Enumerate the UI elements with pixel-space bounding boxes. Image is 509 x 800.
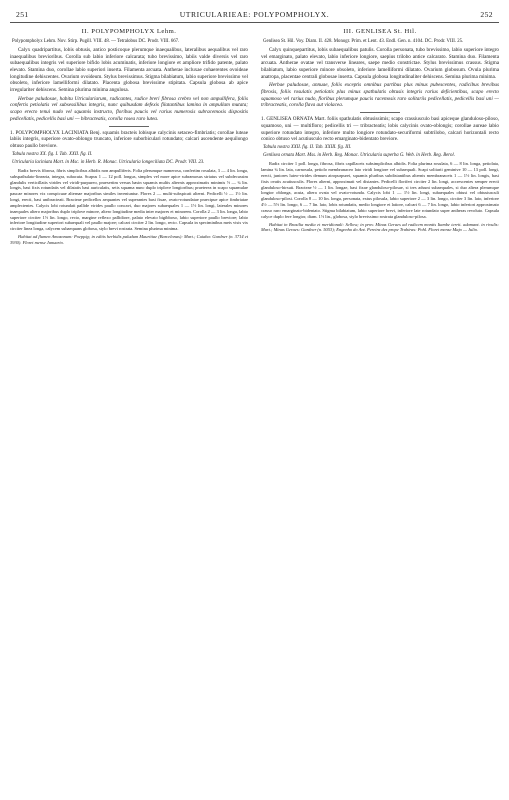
species-detail: Radix circiter 1 poll. longa, fibrosa, fibris capillaceis subsimplicibus albidis. Folia plurima rosulata, 6 — 8 lin. longa, petiolata, lamina ¾ lin. lata, carnosula, petiolo membranaceo lato viridi longiore vel subaequali. Scapi solitarii geminive 10 — 13 poll. longi, erecti, juniores luteo-virides demum atropurpurei, squamis pluribus subdistantibus alternis membranaceis 1 — 1½ lin. longis, basi fixis ovatis acutiusculis. Flores alterni, approximati vel distantes. Pedicelli floriferi circiter 2 lin. longi, accrescentes semper erecti glanduloso-hirsuti. Bracteae ½ — 1 lin. longae, basi fixae glanduloso-pilosae, si tres adsunt subaequales, si duo altera plerumque longior oblonga, acuta, altera ovata vel ovato-rotunda. Calycis lobi 1 — 1½ lin. longi, subaequales obtusi vel obtusiusculi glanduloso-pilosi. Corolla 8 — 10 lin. longa, personata, extus pilosula, labio superiore 2 — 3 lin. longo, circiter 3 lin. lato, inferiore 4½ — 5½ lin. longo, 6 — 7 lin. lato, lobis rotundatis, medio longiore et latiore, calcari 6 — 7 lin. longo, labio inferiori approximato crasso raro emarginato-bidentato. Stigma bilabiatum, labio superiore brevi, inferiore late rotundato super antheras revoluto. Capsula calyce duplo fere longior, diam. 1½ lin., globosa, stylo brevissimo rostrata glanduloso-pilosa.	[261, 161, 499, 219]
left-column	[10, 27, 248, 248]
divider	[360, 112, 400, 113]
left-page-number: 251	[16, 10, 29, 19]
species-synonyms: Utricularia laciniata Mart. in Msc. in Herb. R. Monac. Utricularia longeciliata DC. Prodr. VIII. 23.	[12, 159, 205, 165]
species-detail: Radix brevis fibrosa, fibris simplicibus albidis non ampulliferis. Folia plerumque numerosa, confertim rosulata, 3 — 4 lin. longa, subspathulato-linearia, integra, subacuta. Scapus 1 — 12 poll. longus, simplex vel more apice subramosus striatus vel subdecussim glandulis verticillatis virides vel viridi-purpureo, praesertim versus basin squamis multis alternis approximatis minimis ½ — ¾ lin. longis, basi fixis rotundatis vel dilatatis basi auriculatis, setis squama nunc duplo triplove longioribus; praeterea in scapo squamulae paucae minores vix conspicuae alternae majoribus similes inveniuntur. Flores 2 — multi-subspicati alterni. Pedicelli ½ — 1½ lin. longi, erecti, basi unibracteati. Bracteae pedicellos aequantes vel superantes basi fixae, ovato-rotundatae praecipue apice fimbriatae amplectentes. Calycis lobi rotundati pallide virides paullo concavi, duo majores subaequales 1 — 1½ lin. longi, laterales minores inaequales altero majoribus duplo triplove minore, altero longitudine media inter majores et minorem. Corolla 2 — 3 lin. longa, labio superiore circiter 1½ lin. longo, recto, margine reflexo pallidiore, palato elevato bigibboso, labio superiore paullo breviore; labio inferiore longitudine superiori subaequali vel paullo majore; calcari circiter 2 lin. longo, recto. Capsula in speciminibus meis visis vix circiter linea longa, calycem subaequans globosa, stylo brevi rostrata. Semina plurima minima.	[10, 167, 248, 232]
species-tabula: Tabula nostra XX. fig. I. Tab. XXII. fig. II.	[12, 151, 93, 157]
species-title: 1. POLYPOMPHOLYX LACINIATA Benj. squamis bracteis lobisque calycinis setaceo-fimbriatis; corollae luteae labiis integris, superiore ovato-oblongo truncato, inferiore suborbiculari rotundato; calcari ascendente aequilongo obtuso paullo breviore.	[10, 129, 248, 149]
right-page-number: 252	[480, 10, 493, 19]
right-column	[261, 27, 499, 248]
genus-title-genlisea: III. GENLISEA St. Hil.	[343, 28, 417, 35]
genus-habit: Herbae paludosae, annuae, foliis exceptis omnibus partibus plus minus pubescentes, radicibus brevibus fibrosis, foliis rosulatis petiolatis plus minus spathulatis obtusis integris rarius deficientibus, scapo erecto squamoso vel rarius nudo, floribus plerumque paucis racemosis raro solitariis pedicellatis, pedicellis basi uni — tribracteatis, corolla flava aut violacea.	[261, 82, 499, 109]
divider	[109, 126, 149, 127]
genus-reference: Genlisea St. Hil. Voy. Diam. II. 428. Monogr. Prim. et Lent. 43. Endl. Gen. n. 4104. DC. Prodr. VIII. 25.	[263, 38, 464, 44]
genus-description: Calyx quadripartitus, lobis obtusis, antico posticoque plerumque inaequalibus, lateralibus aequalibus vel raro inaequalibus brevioribus. Corolla sub labio inferiore calcarata; tubo brevissimo, labiis valde diversis vel raro subaequalibus integris vel superiore bifido lobis acuminatis, inferiore longiore et ampliore trifido patente, palato elevato. Stamina duo, corollae labio superiori inserta. Filamenta arcuata. Antherae incluxae cohaerentes ovoideae longitudine dehiscentes. Ovarium ovoideum. Stylus brevissimus. Stigma bilabiatum, labio superiore brevissimo vel obsoleto, inferiore lamelliformi dilatato. Placenta globosa brevissime stipitata. Capsula globosa ab apice irregulariter dehiscens. Semina plurima minima angulosa.	[10, 46, 248, 94]
genus-habit: Herbae paludosae, habitu Utriculariarum, radicantes, radice breri fibrosa crebro vel non ampullifera, foliis confertis petiolatis vel subsessilibus integris, nunc quibusdam defexis filatantibus lamina in ampullam mutata; scapo erecto tenui nudo vel squamis instructo, floribus paucis vel rarius numerosis subracemosis dispositis pedicellatis, pedicellis basi uni — bibracteatis, corolla rosea raro lutea.	[10, 95, 248, 122]
species-title: 1. GENLISEA ORNATA Mart. foliis spathulatis obtusissimis; scapo crassiusculo basi apiceque glanduloso-piloso, squamoso, uni — multifloro; pedicellis tri — tribracteatis; lobis calycinis ovato-oblongis; corollae aureae labio superiore rotundato integro, inferiore multo longiore rotundato-securiformi subtrilobo, calcari horizontali recto conico obtuso vel acutiusculo recto emarginato-bidentato breviore.	[261, 116, 499, 143]
genus-title-polypompholyx: II. POLYPOMPHOLYX Lehm.	[81, 28, 177, 35]
running-head-title: UTRICULARIEAE: POLYPOMPHOLYX.	[179, 10, 330, 19]
genus-reference: Polypompholyx Lehm. Nov. Stirp. Pugill. VIII. 48. — Tetralobus DC. Prodr. VIII. 667.	[12, 38, 180, 44]
species-synonyms: Genlisea ornata Mart. Mss. in Herb. Reg. Monac. Utricularia superba G. Web. in Herb. Reg. Berol.	[263, 153, 455, 159]
genus-description: Calyx quinquepartitus, lobis subaequalibus patulis. Corolla personata, tubo brevissimo, labio superiore integro vel emarginato, palato elevato, labio inferiore longiore, saepius trilobo antice calcarato. Stamina duo. Filamenta arcuata. Antherae ovatae vel transverse lineares, saepe medio constrictae. Stylus brevissimus crassus. Stigma bilabiatum, labio superiore minore obsoleto, inferiore lamelliformi dilatato. Ovarium globosum. Ovula plurima anatropa, placentae centrali globosae inserta. Capsula globosa longitudinaliter dehiscens. Semina plurima minima.	[261, 46, 499, 80]
species-habitat: Habitat in Brasilia media et meridionali: Sellow; in prov. Minas Geraes ad radicem montis Itambe territ. adamant. in rivulis: Mart.; Minas Geraes: Gardner (n. 5053); Engenho do Ant. Pereira des prope Trahiras: Pohl. Floret mense Majo — Julio.	[261, 221, 499, 233]
species-tabula: Tabula nostra XXII. fig. II. Tab. XXIII. fig. III.	[263, 144, 352, 150]
running-head	[10, 10, 499, 23]
text-columns	[10, 27, 499, 248]
species-habitat: Habitat ad flumen Amazonum: Poeppig; in editis herbidis paludum Mauritiae (Barcelonas): Mart.; Cuiaba: Gardner (n. 3714 et 3930). Floret mense Januario.	[10, 234, 248, 245]
